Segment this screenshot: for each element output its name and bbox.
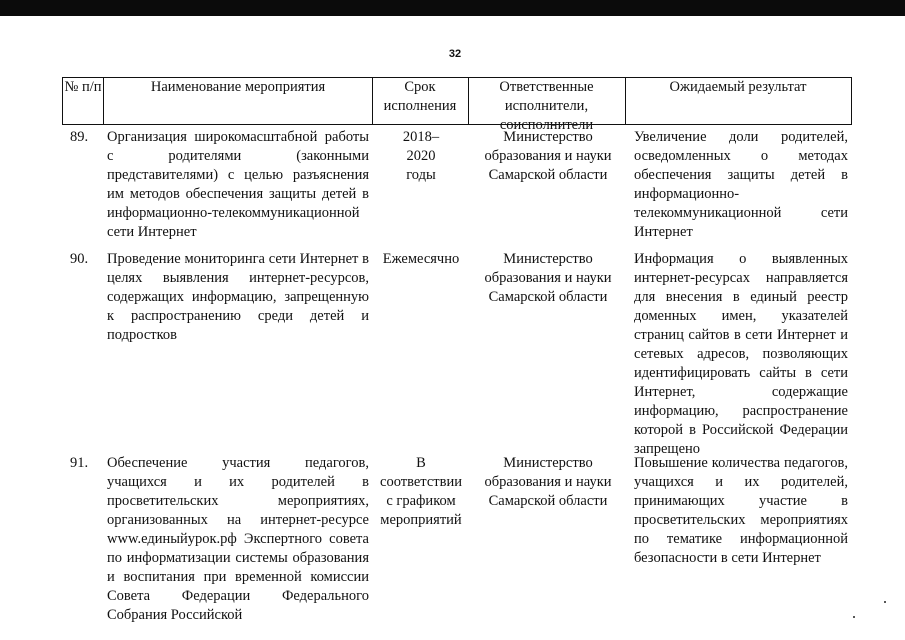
header-bottom-border (62, 124, 852, 125)
column-divider (468, 77, 469, 125)
header-result: Ожидаемый результат (669, 79, 807, 95)
header-deadline: Срок исполнения (383, 79, 457, 114)
row-responsible: Министерство образования и науки Самарской области (484, 129, 612, 183)
header-responsible: Ответственные исполнители, соисполнители (499, 79, 594, 133)
row-deadline: В соответствии с графиком мероприятий (380, 455, 462, 528)
page-number: 32 (448, 48, 462, 60)
column-divider (103, 77, 104, 125)
header-num: № п/п (64, 79, 102, 95)
row-result: Увеличение доли родителей, осведомленных о методах обеспечения защиты детей в информационно-телекоммуникационной сети Интернет (634, 129, 848, 240)
column-divider (625, 77, 626, 125)
scan-speck (853, 616, 855, 618)
row-result: Повышение количества педагогов, учащихся и их родителей, принимающих участие в просветительских мероприятиях по тематике информационной безопасности в сети Интернет (634, 455, 848, 566)
scan-top-border (0, 0, 905, 16)
column-divider (372, 77, 373, 125)
row-name: Проведение мониторинга сети Интернет в целях выявления интернет-ресурсов, содержащих информацию, запрещенную к распространению среди детей и подростков (107, 251, 369, 343)
row-deadline: 2018–2020 годы (402, 129, 440, 183)
row-name: Организация широкомасштабной работы с родителями (законными представителями) с целью разъяснения им методов обеспечения защиты детей в информационно-телекоммуникационной сети Интернет (107, 129, 369, 240)
row-responsible: Министерство образования и науки Самарской области (484, 251, 612, 305)
row-deadline: Ежемесячно (382, 251, 460, 267)
column-divider (62, 77, 63, 125)
scan-speck (884, 601, 886, 603)
row-number: 91. (70, 455, 89, 471)
row-result: Информация о выявленных интернет-ресурсах направляется для внесения в единый реестр доменных имен, указателей страниц сайтов в сети Интернет и сетевых адресов, позволяющих идентифицировать сайты в сети Интернет, содержащие информацию, распространение которой в Российской Федерации запрещено (634, 251, 848, 457)
column-divider (851, 77, 852, 125)
row-number: 90. (70, 251, 89, 267)
header-name: Наименование мероприятия (150, 79, 326, 95)
row-name: Обеспечение участия педагогов, учащихся и их родителей в просветительских мероприятиях, организованных на интернет-ресурсе www.единыйурок.рф Экспертного совета по информатизации системы образования и воспитания при временной комиссии Совета Федерации Федерального Собрания Российской (107, 455, 369, 623)
row-responsible: Министерство образования и науки Самарской области (484, 455, 612, 509)
row-number: 89. (70, 129, 89, 145)
